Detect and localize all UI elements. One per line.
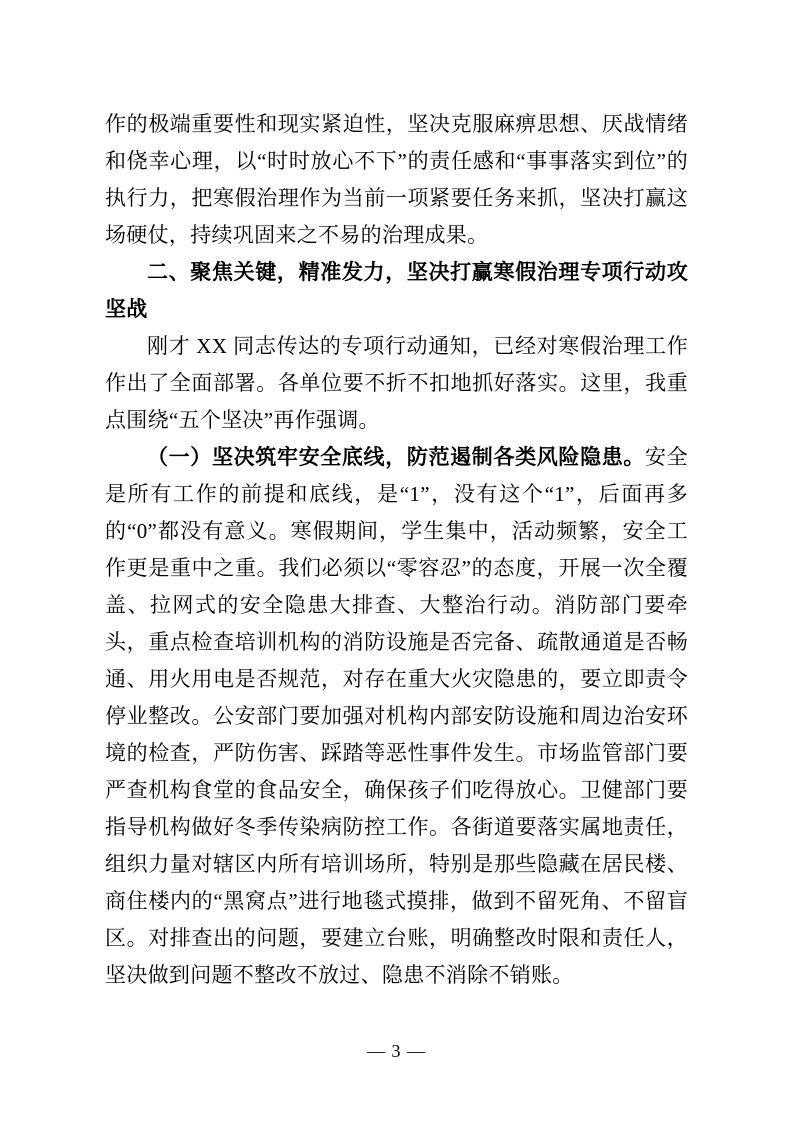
- page-footer: [0, 1041, 793, 1062]
- paragraph-text: 作的极端重要性和现实紧迫性，坚决克服麻痹思想、厌战情绪和侥幸心理，以“时时放心不下”的责任感和“事事落实到位”的执行力，把寒假治理作为当前一项紧要任务来抓，坚决打赢这场硬仗，持续巩固来之不易的治理成果。: [105, 112, 688, 247]
- paragraph-text: 安全是所有工作的前提和底线，是“1”，没有这个“1”，后面再多的“0”都没有意义。寒假期间，学生集中，活动频繁，安全工作更是重中之重。我们必须以“零容忍”的态度，开展一次全覆盖、拉网式的安全隐患大排查、大整治行动。消防部门要牵头，重点检查培训机构的消防设施是否完备、疏散通道是否畅通、用火用电是否规范，对存在重大火灾隐患的，要立即责令停业整改。公安部门要加强对机构内部安防设施和周边治安环境的检查，严防伤害、踩踏等恶性事件发生。市场监管部门要严查机构食堂的食品安全，确保孩子们吃得放心。卫健部门要指导机构做好冬季传染病防控工作。各街道要落实属地责任，组织力量对辖区内所有培训场所，特别是那些隐藏在居民楼、商住楼内的“黑窝点”进行地毯式摸排，做到不留死角、不留盲区。对排查出的问题，要建立台账，明确整改时限和责任人，坚决做到问题不整改不放过、隐患不消除不销账。: [105, 445, 688, 987]
- page-number: — 3 —: [367, 1041, 426, 1061]
- paragraph-point-one: [105, 439, 688, 994]
- paragraph-continuation: [105, 106, 688, 254]
- section-heading: [105, 254, 688, 328]
- paragraph-lead-bold: （一）坚决筑牢安全底线，防范遏制各类风险隐患。: [147, 445, 646, 469]
- paragraph-text: 刚才 XX 同志传达的专项行动通知，已经对寒假治理工作作出了全面部署。各单位要不折不扣地抓好落实。这里，我重点围绕“五个坚决”再作强调。: [105, 334, 688, 432]
- section-heading-text: 二、聚焦关键，精准发力，坚决打赢寒假治理专项行动攻坚战: [105, 261, 688, 321]
- paragraph-intro: [105, 328, 688, 439]
- document-body: [105, 106, 688, 994]
